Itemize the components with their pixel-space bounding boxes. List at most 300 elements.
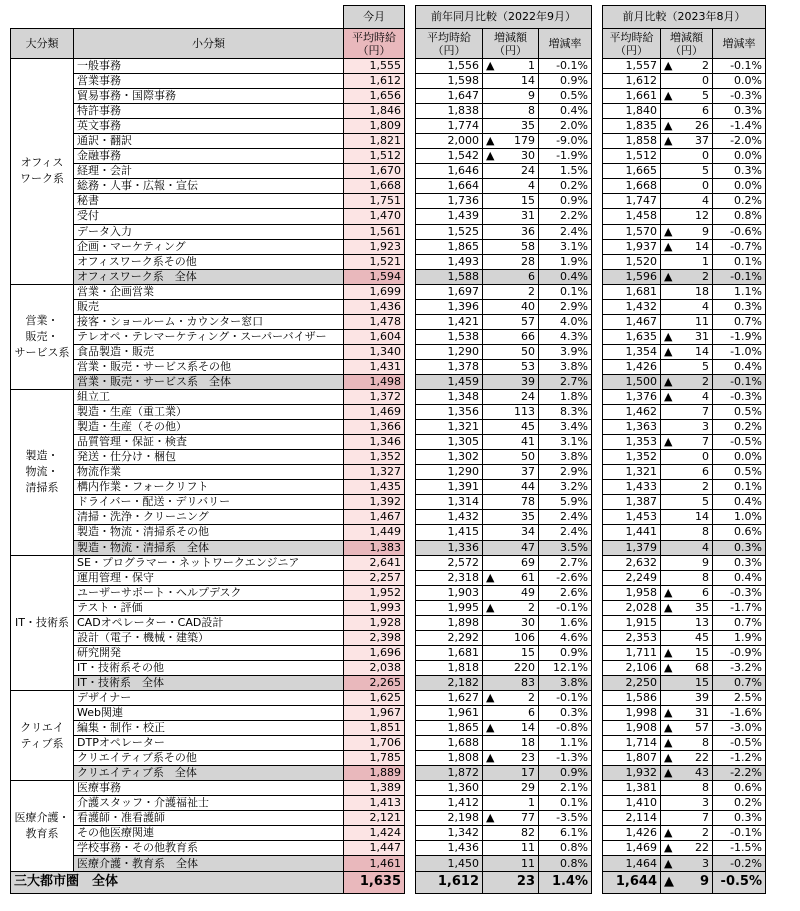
yoy-diff (483, 660, 539, 675)
column-gap (405, 465, 416, 480)
yoy-avg-wage: 1,302 (416, 450, 483, 465)
diff-value: 35 (521, 119, 535, 133)
yoy-avg-wage: 1,818 (416, 660, 483, 675)
diff-value: 7 (702, 405, 709, 419)
decrease-triangle-icon: ▲ (664, 841, 673, 855)
diff-value: 2 (528, 284, 535, 298)
header-mom-rate: 増減率 (713, 29, 766, 59)
column-gap (592, 435, 603, 450)
table-row (11, 721, 766, 736)
wage-table-container (10, 5, 766, 894)
yoy-rate: 4.6% (539, 630, 592, 645)
column-gap (592, 706, 603, 721)
current-avg-wage: 1,555 (344, 59, 405, 74)
yoy-rate: 0.1% (539, 284, 592, 299)
mom-rate: 0.8% (713, 209, 766, 224)
column-gap (405, 359, 416, 374)
mom-rate: -0.6% (713, 224, 766, 239)
mom-avg-wage: 1,908 (603, 721, 661, 736)
mom-avg-wage: 1,661 (603, 89, 661, 104)
current-avg-wage: 1,449 (344, 525, 405, 540)
decrease-triangle-icon: ▲ (664, 751, 673, 765)
yoy-rate: 0.8% (539, 856, 592, 871)
column-gap (405, 224, 416, 239)
table-row (11, 134, 766, 149)
current-avg-wage: 1,612 (344, 74, 405, 89)
column-gap (592, 420, 603, 435)
diff-value: 37 (521, 465, 535, 479)
column-gap (405, 600, 416, 615)
current-avg-wage: 1,383 (344, 540, 405, 555)
current-avg-wage: 1,846 (344, 104, 405, 119)
column-gap (592, 450, 603, 465)
yoy-rate: 2.4% (539, 525, 592, 540)
subcategory-name: 貿易事務・国際事務 (74, 89, 344, 104)
table-row (11, 811, 766, 826)
column-gap (592, 736, 603, 751)
column-gap (405, 269, 416, 284)
yoy-rate: 2.4% (539, 224, 592, 239)
column-gap (592, 344, 603, 359)
subcategory-name: 医療介護・教育系 全体 (74, 856, 344, 871)
yoy-diff (483, 59, 539, 74)
diff-value: 0 (702, 179, 709, 193)
mom-rate: -0.1% (713, 374, 766, 389)
column-gap (405, 766, 416, 781)
diff-value: 30 (521, 615, 535, 629)
yoy-rate: -0.1% (539, 690, 592, 705)
yoy-diff (483, 826, 539, 841)
yoy-rate: 12.1% (539, 660, 592, 675)
diff-value: 66 (521, 329, 535, 343)
decrease-triangle-icon: ▲ (664, 435, 673, 449)
yoy-diff (483, 314, 539, 329)
yoy-diff (483, 690, 539, 705)
subcategory-name: 組立工 (74, 390, 344, 405)
mom-rate: -3.2% (713, 660, 766, 675)
subcategory-name: SE・プログラマー・ネットワークエンジニア (74, 555, 344, 570)
mom-diff (661, 766, 713, 781)
mom-avg-wage: 1,681 (603, 284, 661, 299)
column-gap (592, 585, 603, 600)
mom-diff (661, 374, 713, 389)
current-avg-wage: 1,435 (344, 480, 405, 495)
mom-avg-wage: 2,632 (603, 555, 661, 570)
subcategory-name: 製造・生産（重工業） (74, 405, 344, 420)
current-avg-wage: 1,470 (344, 209, 405, 224)
diff-value: 1 (702, 254, 709, 268)
mom-diff (661, 495, 713, 510)
subcategory-name: 通訳・翻訳 (74, 134, 344, 149)
mom-rate: 0.3% (713, 104, 766, 119)
diff-value: 18 (695, 284, 709, 298)
mom-rate: -1.7% (713, 600, 766, 615)
mom-rate: -0.9% (713, 645, 766, 660)
diff-value: 13 (695, 615, 709, 629)
column-gap (405, 826, 416, 841)
mom-rate: 0.2% (713, 420, 766, 435)
mom-diff (661, 826, 713, 841)
decrease-triangle-icon: ▲ (664, 344, 673, 358)
diff-value: 30 (521, 149, 535, 163)
header-category: 大分類 (11, 29, 74, 59)
mom-rate: 0.7% (713, 314, 766, 329)
diff-value: 0 (702, 74, 709, 88)
diff-value: 6 (702, 465, 709, 479)
column-gap (592, 29, 603, 59)
table-row (11, 510, 766, 525)
mom-avg-wage: 1,998 (603, 706, 661, 721)
mom-avg-wage: 2,114 (603, 811, 661, 826)
column-gap (592, 6, 603, 29)
decrease-triangle-icon: ▲ (664, 660, 673, 674)
mom-rate: -0.5% (713, 435, 766, 450)
column-gap (405, 314, 416, 329)
diff-value: 57 (521, 314, 535, 328)
yoy-diff (483, 615, 539, 630)
subcategory-name: 構内作業・フォークリフト (74, 480, 344, 495)
yoy-diff (483, 344, 539, 359)
mom-rate: -2.2% (713, 766, 766, 781)
column-gap (592, 871, 603, 893)
current-avg-wage: 1,952 (344, 585, 405, 600)
mom-rate: 0.1% (713, 254, 766, 269)
current-avg-wage: 1,699 (344, 284, 405, 299)
current-avg-wage: 1,372 (344, 390, 405, 405)
diff-value: 58 (521, 239, 535, 253)
mom-rate: -1.0% (713, 344, 766, 359)
yoy-diff (483, 480, 539, 495)
table-row (11, 495, 766, 510)
mom-diff (661, 856, 713, 871)
column-gap (592, 134, 603, 149)
mom-rate: 0.7% (713, 615, 766, 630)
category-name: クリエイ ティブ系 (11, 690, 74, 780)
column-gap (405, 104, 416, 119)
subcategory-name: 製造・物流・清掃系 全体 (74, 540, 344, 555)
yoy-avg-wage: 1,321 (416, 420, 483, 435)
yoy-diff (483, 284, 539, 299)
mom-avg-wage: 1,596 (603, 269, 661, 284)
decrease-triangle-icon: ▲ (486, 134, 495, 148)
grand-total-name: 三大都市圏 全体 (11, 871, 344, 893)
column-gap (405, 495, 416, 510)
yoy-rate: 2.6% (539, 585, 592, 600)
yoy-avg-wage: 1,556 (416, 59, 483, 74)
mom-diff (661, 585, 713, 600)
yoy-diff (483, 329, 539, 344)
yoy-rate: 0.9% (539, 645, 592, 660)
yoy-avg-wage: 2,318 (416, 570, 483, 585)
subcategory-name: 介護スタッフ・介護福祉士 (74, 796, 344, 811)
column-gap (592, 390, 603, 405)
diff-value: 35 (521, 510, 535, 524)
yoy-rate: 0.5% (539, 89, 592, 104)
category-name: 製造・ 物流・ 清掃系 (11, 390, 74, 556)
column-gap (592, 555, 603, 570)
mom-avg-wage: 1,467 (603, 314, 661, 329)
diff-value: 40 (521, 299, 535, 313)
mom-diff (661, 104, 713, 119)
current-avg-wage: 1,346 (344, 435, 405, 450)
diff-value: 36 (521, 224, 535, 238)
yoy-rate: 2.0% (539, 119, 592, 134)
mom-diff (661, 119, 713, 134)
decrease-triangle-icon: ▲ (664, 600, 673, 614)
mom-avg-wage: 1,469 (603, 841, 661, 856)
diff-value: 113 (514, 405, 535, 419)
yoy-rate: 4.0% (539, 314, 592, 329)
decrease-triangle-icon: ▲ (486, 690, 495, 704)
diff-value: 18 (521, 736, 535, 750)
yoy-rate: 2.7% (539, 555, 592, 570)
decrease-triangle-icon: ▲ (664, 329, 673, 343)
current-avg-wage: 1,851 (344, 721, 405, 736)
subcategory-name: 営業・企画営業 (74, 284, 344, 299)
diff-value: 49 (521, 585, 535, 599)
table-row (11, 645, 766, 660)
yoy-avg-wage: 2,000 (416, 134, 483, 149)
diff-value: 39 (695, 690, 709, 704)
header-yoy-avg: 平均時給 （円） (416, 29, 483, 59)
table-row (11, 435, 766, 450)
current-avg-wage: 1,431 (344, 359, 405, 374)
mom-avg-wage: 1,426 (603, 826, 661, 841)
column-gap (405, 660, 416, 675)
column-gap (592, 570, 603, 585)
mom-avg-wage: 1,665 (603, 164, 661, 179)
diff-value: 28 (521, 254, 535, 268)
mom-rate: -0.3% (713, 390, 766, 405)
table-row (11, 299, 766, 314)
diff-value: 50 (521, 344, 535, 358)
category-total-row (11, 269, 766, 284)
category-total-row (11, 675, 766, 690)
yoy-avg-wage: 1,774 (416, 119, 483, 134)
category-total-row (11, 540, 766, 555)
diff-value: 14 (695, 510, 709, 524)
column-gap (592, 104, 603, 119)
column-gap (592, 841, 603, 856)
mom-diff (661, 179, 713, 194)
mom-diff (661, 450, 713, 465)
diff-value: 23 (516, 874, 535, 890)
diff-value: 39 (521, 375, 535, 388)
decrease-triangle-icon: ▲ (664, 585, 673, 599)
yoy-avg-wage: 1,378 (416, 359, 483, 374)
decrease-triangle-icon: ▲ (486, 570, 495, 584)
table-row (11, 690, 766, 705)
yoy-avg-wage: 1,439 (416, 209, 483, 224)
diff-value: 9 (528, 89, 535, 103)
column-gap (405, 29, 416, 59)
mom-rate: 0.0% (713, 450, 766, 465)
current-avg-wage: 1,656 (344, 89, 405, 104)
diff-value: 8 (702, 525, 709, 539)
subcategory-name: 特許事務 (74, 104, 344, 119)
diff-value: 15 (521, 194, 535, 208)
mom-diff (661, 675, 713, 690)
table-row (11, 465, 766, 480)
diff-value: 6 (702, 104, 709, 118)
group-header-row (11, 6, 766, 29)
diff-value: 1 (528, 59, 535, 73)
column-gap (592, 751, 603, 766)
mom-diff (661, 781, 713, 796)
mom-diff (661, 405, 713, 420)
mom-diff (661, 630, 713, 645)
yoy-diff (483, 600, 539, 615)
mom-diff (661, 600, 713, 615)
table-row (11, 736, 766, 751)
diff-value: 5 (702, 89, 709, 103)
subcategory-name: テスト・評価 (74, 600, 344, 615)
column-gap (405, 570, 416, 585)
mom-diff (661, 59, 713, 74)
diff-value: 37 (695, 134, 709, 148)
current-avg-wage: 1,366 (344, 420, 405, 435)
mom-avg-wage: 1,441 (603, 525, 661, 540)
decrease-triangle-icon: ▲ (664, 375, 673, 388)
subcategory-name: 接客・ショールーム・カウンター窓口 (74, 314, 344, 329)
subcategory-name: 編集・制作・校正 (74, 721, 344, 736)
mom-avg-wage: 1,932 (603, 766, 661, 781)
table-row (11, 164, 766, 179)
mom-diff (661, 254, 713, 269)
diff-value: 45 (521, 420, 535, 434)
column-gap (405, 344, 416, 359)
diff-value: 12 (695, 209, 709, 223)
yoy-diff (483, 721, 539, 736)
diff-value: 57 (695, 721, 709, 735)
mom-rate: -0.5% (713, 871, 766, 893)
subcategory-name: 物流作業 (74, 465, 344, 480)
yoy-rate: 1.6% (539, 615, 592, 630)
yoy-avg-wage: 1,808 (416, 751, 483, 766)
diff-value: 43 (695, 766, 709, 780)
diff-value: 6 (528, 706, 535, 720)
diff-value: 53 (521, 359, 535, 373)
column-gap (405, 89, 416, 104)
mom-diff (661, 194, 713, 209)
mom-avg-wage: 1,835 (603, 119, 661, 134)
yoy-avg-wage: 1,290 (416, 465, 483, 480)
column-gap (592, 721, 603, 736)
yoy-diff (483, 706, 539, 721)
column-gap (405, 59, 416, 74)
mom-diff (661, 706, 713, 721)
diff-value: 14 (695, 239, 709, 253)
header-current-avg: 平均時給 （円） (344, 29, 405, 59)
decrease-triangle-icon: ▲ (664, 59, 673, 73)
diff-value: 34 (521, 525, 535, 539)
current-avg-wage: 1,604 (344, 329, 405, 344)
column-gap (592, 600, 603, 615)
current-avg-wage: 1,413 (344, 796, 405, 811)
mom-diff (661, 149, 713, 164)
subcategory-name: ユーザーサポート・ヘルプデスク (74, 585, 344, 600)
subcategory-name: 設計（電子・機械・建築） (74, 630, 344, 645)
mom-rate: 0.1% (713, 480, 766, 495)
mom-diff (661, 480, 713, 495)
column-gap (592, 74, 603, 89)
yoy-avg-wage: 1,872 (416, 766, 483, 781)
decrease-triangle-icon: ▲ (486, 600, 495, 614)
yoy-avg-wage: 1,647 (416, 89, 483, 104)
yoy-rate: 1.8% (539, 390, 592, 405)
yoy-avg-wage: 1,898 (416, 615, 483, 630)
yoy-rate: 2.2% (539, 209, 592, 224)
subcategory-name: 看護師・准看護師 (74, 811, 344, 826)
yoy-diff (483, 871, 539, 893)
column-gap (592, 495, 603, 510)
yoy-diff (483, 796, 539, 811)
subcategory-name: クリエイティブ系その他 (74, 751, 344, 766)
diff-value: 11 (521, 841, 535, 855)
mom-avg-wage: 1,807 (603, 751, 661, 766)
header-subcategory: 小分類 (74, 29, 344, 59)
mom-avg-wage: 1,353 (603, 435, 661, 450)
current-avg-wage: 1,561 (344, 224, 405, 239)
column-gap (592, 119, 603, 134)
mom-diff (661, 164, 713, 179)
mom-diff (661, 540, 713, 555)
column-gap (592, 209, 603, 224)
diff-value: 9 (702, 555, 709, 569)
mom-avg-wage: 1,352 (603, 450, 661, 465)
column-gap (405, 751, 416, 766)
column-gap (405, 781, 416, 796)
column-gap (592, 525, 603, 540)
yoy-diff (483, 766, 539, 781)
diff-value: 31 (695, 329, 709, 343)
yoy-avg-wage: 1,865 (416, 239, 483, 254)
current-avg-wage: 1,461 (344, 856, 405, 871)
yoy-diff (483, 194, 539, 209)
column-gap (405, 645, 416, 660)
header-current-month: 今月 (344, 6, 405, 29)
yoy-diff (483, 149, 539, 164)
mom-avg-wage: 1,512 (603, 149, 661, 164)
mom-rate: 0.6% (713, 781, 766, 796)
diff-value: 4 (702, 540, 709, 554)
mom-avg-wage: 1,376 (603, 390, 661, 405)
yoy-diff (483, 525, 539, 540)
column-gap (592, 254, 603, 269)
yoy-rate: 3.8% (539, 359, 592, 374)
mom-avg-wage: 1,432 (603, 299, 661, 314)
table-row (11, 194, 766, 209)
mom-avg-wage: 1,747 (603, 194, 661, 209)
header-mom-diff: 増減額 （円） (661, 29, 713, 59)
mom-diff (661, 299, 713, 314)
mom-rate: 1.1% (713, 284, 766, 299)
table-row (11, 254, 766, 269)
diff-value: 4 (702, 299, 709, 313)
yoy-rate: -2.6% (539, 570, 592, 585)
column-gap (405, 284, 416, 299)
mom-avg-wage: 1,644 (603, 871, 661, 893)
diff-value: 15 (695, 675, 709, 689)
yoy-rate: -1.9% (539, 149, 592, 164)
diff-value: 220 (514, 660, 535, 674)
yoy-rate: 0.9% (539, 194, 592, 209)
yoy-rate: 6.1% (539, 826, 592, 841)
yoy-diff (483, 299, 539, 314)
diff-value: 7 (702, 435, 709, 449)
subcategory-name: その他医療関連 (74, 826, 344, 841)
subcategory-name: データ入力 (74, 224, 344, 239)
